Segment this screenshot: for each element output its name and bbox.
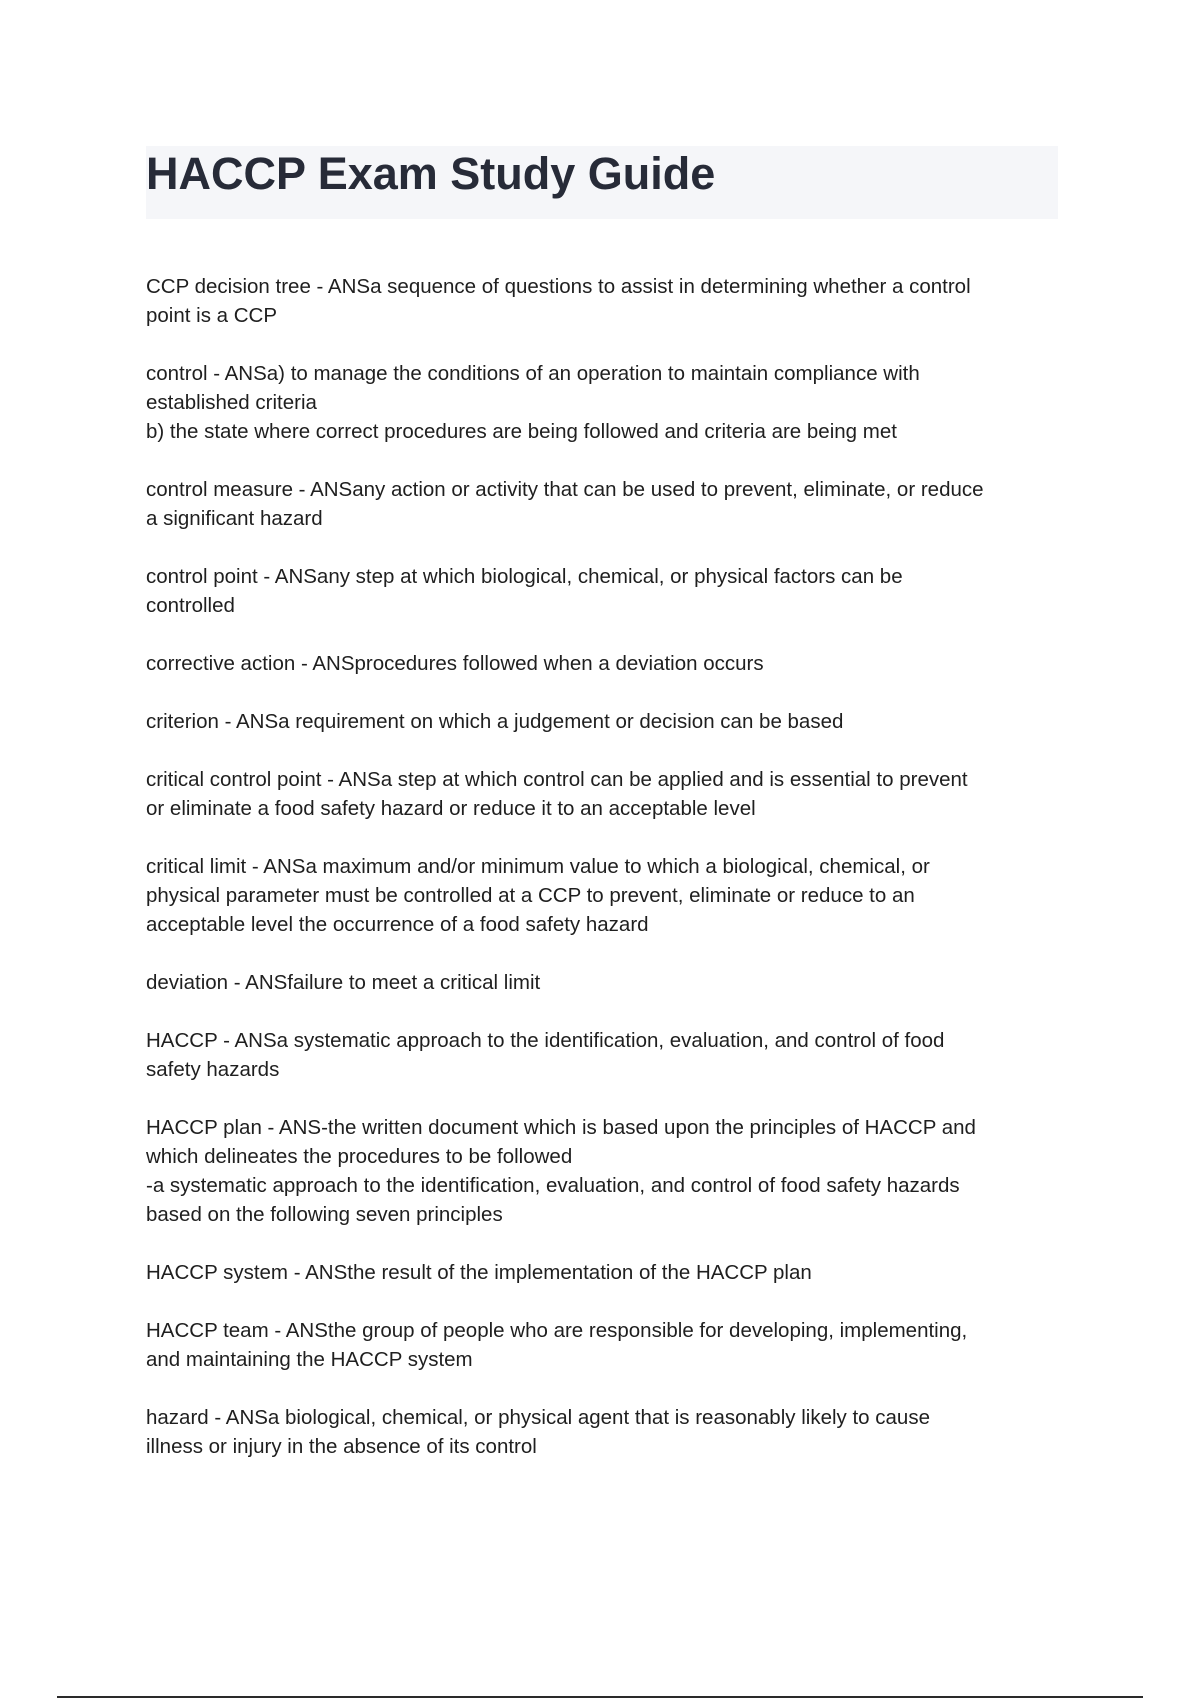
glossary-entry (146, 1316, 1066, 1374)
glossary-entry (146, 707, 1066, 736)
entry-text-line: a significant hazard (146, 507, 323, 530)
glossary-entry (146, 765, 1066, 823)
page-title: HACCP Exam Study Guide (146, 148, 716, 199)
entry-text-line: -a systematic approach to the identification, evaluation, and control of food safety hazards (146, 1174, 960, 1197)
entry-text-line: which delineates the procedures to be followed (146, 1145, 573, 1168)
entry-text-line: critical limit - ANSa maximum and/or minimum value to which a biological, chemical, or (146, 855, 930, 878)
glossary-entry (146, 1026, 1066, 1084)
glossary-entry (146, 562, 1066, 620)
entry-text-line: based on the following seven principles (146, 1203, 503, 1226)
footer-rule (57, 1696, 1143, 1698)
entry-text-line: HACCP - ANSa systematic approach to the identification, evaluation, and control of food (146, 1029, 945, 1052)
entry-text-line: or eliminate a food safety hazard or reduce it to an acceptable level (146, 797, 756, 820)
glossary-entry (146, 359, 1066, 446)
entry-text-line: control point - ANSany step at which biological, chemical, or physical factors can be (146, 565, 903, 588)
glossary-entry (146, 1258, 1066, 1287)
glossary-entry (146, 852, 1066, 939)
glossary-entry (146, 1403, 1066, 1461)
glossary-entry (146, 272, 1066, 330)
glossary-entry (146, 649, 1066, 678)
entry-text-line: control - ANSa) to manage the conditions of an operation to maintain compliance with (146, 362, 920, 385)
entry-text-line: controlled (146, 594, 235, 617)
entry-text-line: deviation - ANSfailure to meet a critical limit (146, 971, 541, 994)
entry-text-line: point is a CCP (146, 304, 278, 327)
entry-text-line: safety hazards (146, 1058, 280, 1081)
entry-text-line: established criteria (146, 391, 317, 414)
entry-text-line: physical parameter must be controlled at a CCP to prevent, eliminate or reduce to an (146, 884, 915, 907)
entry-text-line: corrective action - ANSprocedures followed when a deviation occurs (146, 652, 764, 675)
entry-text-line: b) the state where correct procedures are being followed and criteria are being met (146, 420, 897, 443)
glossary-entry (146, 968, 1066, 997)
entry-text-line: CCP decision tree - ANSa sequence of questions to assist in determining whether a control (146, 275, 971, 298)
entry-text-line: hazard - ANSa biological, chemical, or physical agent that is reasonably likely to cause (146, 1406, 930, 1429)
glossary-list (146, 272, 1066, 1490)
entry-text-line: illness or injury in the absence of its control (146, 1435, 537, 1458)
glossary-entry (146, 475, 1066, 533)
glossary-entry (146, 1113, 1066, 1229)
entry-text-line: and maintaining the HACCP system (146, 1348, 473, 1371)
entry-text-line: HACCP system - ANSthe result of the implementation of the HACCP plan (146, 1261, 812, 1284)
entry-text-line: criterion - ANSa requirement on which a judgement or decision can be based (146, 710, 844, 733)
entry-text-line: HACCP team - ANSthe group of people who are responsible for developing, implementing, (146, 1319, 968, 1342)
entry-text-line: control measure - ANSany action or activity that can be used to prevent, eliminate, or reduce (146, 478, 984, 501)
entry-text-line: critical control point - ANSa step at which control can be applied and is essential to prevent (146, 768, 968, 791)
entry-text-line: HACCP plan - ANS-the written document which is based upon the principles of HACCP and (146, 1116, 976, 1139)
entry-text-line: acceptable level the occurrence of a food safety hazard (146, 913, 649, 936)
